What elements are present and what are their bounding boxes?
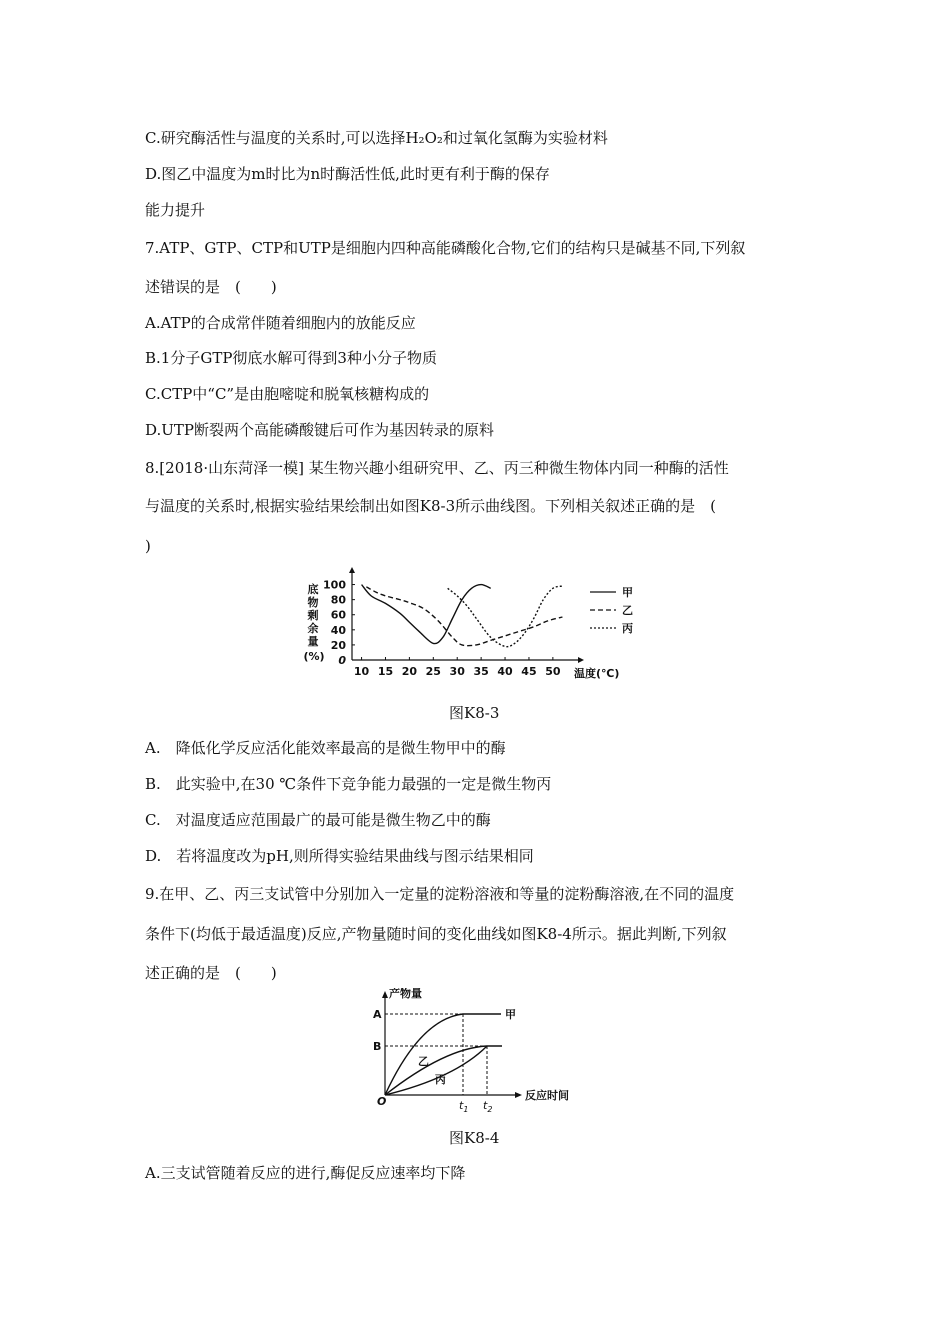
x-axis-label: 温度(℃)	[574, 667, 620, 680]
q7-stem-line1: 7.ATP、GTP、CTP和UTP是细胞内四种高能磷酸化合物,它们的结构只是碱基不同,下列叙	[145, 239, 746, 257]
q7-option-a: A.ATP的合成常伴随着细胞内的放能反应	[145, 314, 416, 332]
q8-stem-line3: )	[145, 537, 151, 555]
series-label-乙: 乙	[418, 1055, 429, 1068]
section-title: 能力提升	[145, 201, 206, 219]
y-tick-label: 100	[323, 578, 346, 592]
y-axis-label-char: 余	[307, 622, 319, 635]
x-tick-label: 50	[545, 665, 561, 678]
figure-k8-3-chart	[300, 565, 660, 690]
x-mark-t1: $t_1$	[459, 1099, 469, 1114]
x-tick-label: 30	[449, 665, 465, 678]
q9-stem-line1: 9.在甲、乙、丙三支试管中分别加入一定量的淀粉溶液和等量的淀粉酶溶液,在不同的温度	[145, 885, 735, 903]
x-tick-label: 45	[521, 665, 537, 678]
y-tick-label: 40	[330, 623, 346, 637]
x-tick-label: 40	[497, 665, 513, 678]
figure-k8-4-chart	[360, 988, 590, 1118]
figure-k8-3-caption: 图K8-3	[449, 704, 500, 722]
q6-option-c: C.研究酶活性与温度的关系时,可以选择H₂O₂和过氧化氢酶为实验材料	[145, 129, 608, 147]
origin-label: O	[377, 1095, 387, 1108]
q8-stem-line2: 与温度的关系时,根据实验结果绘制出如图K8-3所示曲线图。下列相关叙述正确的是 (	[145, 497, 716, 515]
x-tick-label: 10	[353, 665, 370, 678]
q8-option-d: D. 若将温度改为pH,则所得实验结果曲线与图示结果相同	[145, 847, 534, 865]
q7-option-c: C.CTP中“C”是由胞嘧啶和脱氧核糖构成的	[145, 385, 430, 403]
x-axis-label: 反应时间	[525, 1089, 569, 1102]
q7-option-d: D.UTP断裂两个高能磷酸键后可作为基因转录的原料	[145, 421, 495, 439]
legend-label: 乙	[622, 604, 633, 617]
y-axis-label: 产物量	[389, 988, 422, 1000]
q7-option-b: B.1分子GTP彻底水解可得到3种小分子物质	[145, 349, 437, 367]
series-line-乙	[385, 1046, 502, 1095]
legend-label: 丙	[622, 622, 633, 635]
y-tick-label: 60	[330, 608, 346, 622]
series-line-甲	[362, 585, 491, 644]
legend-label: 甲	[622, 586, 633, 599]
y-axis-label-char: 量	[307, 635, 319, 648]
y-axis-arrow	[349, 567, 355, 573]
q8-option-c: C. 对温度适应范围最广的最可能是微生物乙中的酶	[145, 811, 491, 829]
x-axis-arrow	[578, 657, 584, 663]
figure-k8-4-caption: 图K8-4	[449, 1129, 500, 1147]
x-tick-label: 15	[377, 665, 394, 678]
x-mark-t2: $t_2$	[483, 1099, 493, 1114]
y-axis-arrow	[382, 991, 388, 998]
x-tick-label: 20	[401, 665, 418, 678]
y-axis-label-char: 底	[307, 583, 319, 596]
q9-stem-line3: 述正确的是 ( )	[145, 964, 277, 982]
x-axis-arrow	[515, 1092, 522, 1098]
q8-stem-line1: 8.[2018·山东菏泽一模] 某生物兴趣小组研究甲、乙、丙三种微生物体内同一种酶的活性	[145, 459, 729, 477]
y-tick-label: 80	[330, 593, 346, 607]
q7-stem-line2: 述错误的是 ( )	[145, 278, 277, 296]
q9-stem-line2: 条件下(均低于最适温度)反应,产物量随时间的变化曲线如图K8-4所示。据此判断,下列叙	[145, 925, 727, 943]
y-axis-label-char: 剩	[307, 609, 319, 622]
q6-option-d: D.图乙中温度为m时比为n时酶活性低,此时更有利于酶的保存	[145, 165, 550, 183]
y-tick-label: 0	[338, 654, 346, 667]
x-tick-label: 25	[425, 665, 441, 678]
y-mark-A: A	[373, 1008, 382, 1021]
y-mark-B: B	[373, 1040, 382, 1053]
q9-option-a: A.三支试管随着反应的进行,酶促反应速率均下降	[145, 1164, 466, 1182]
series-label-甲: 甲	[505, 1008, 516, 1021]
q8-option-b: B. 此实验中,在30 ℃条件下竞争能力最强的一定是微生物丙	[145, 775, 552, 793]
series-label-丙: 丙	[435, 1073, 446, 1086]
y-tick-label: 20	[330, 638, 346, 652]
q8-option-a: A. 降低化学反应活化能效率最高的是微生物甲中的酶	[145, 739, 506, 757]
x-tick-label: 35	[473, 665, 489, 678]
series-line-丙	[385, 1046, 487, 1095]
y-axis-label-char: 物	[307, 596, 319, 609]
y-axis-label-unit: (%)	[303, 650, 325, 663]
